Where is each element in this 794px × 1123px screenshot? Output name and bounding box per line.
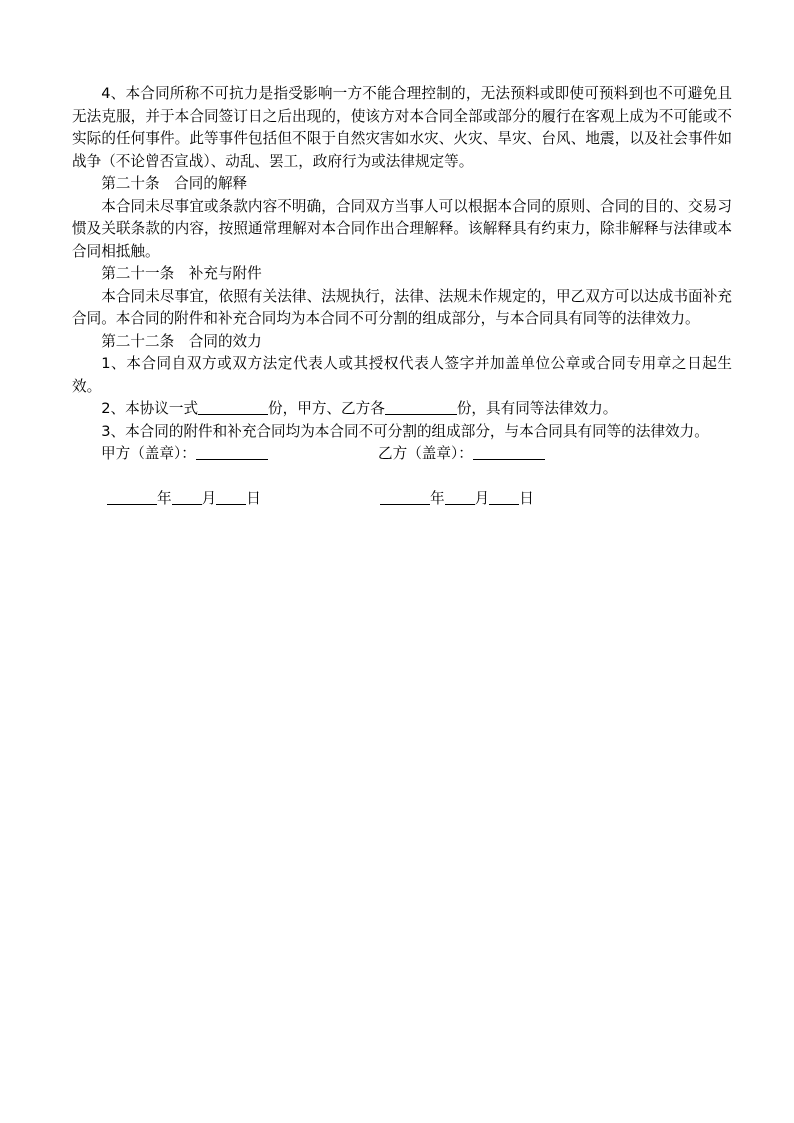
article-20-body: 本合同未尽事宜或条款内容不明确，合同双方当事人可以根据本合同的原则、合同的目的、交易习惯及关联条款的内容，按照通常理解对本合同作出合理解释。该解释具有约束力，除非解释与法律或本合同相抵触。 (72, 197, 732, 260)
article-22-heading (72, 331, 732, 354)
article-20-title: 合同的解释 (174, 175, 248, 192)
party-a-day-blank[interactable] (216, 489, 246, 505)
article-22-number: 第二十二条 (101, 332, 175, 350)
item-2-text-a: 2、本协议一式 (101, 400, 199, 417)
day-label: 日 (246, 489, 261, 507)
item-2-text-c: 份，具有同等法律效力。 (456, 400, 618, 417)
party-b-month-blank[interactable] (445, 489, 475, 505)
year-label: 年 (157, 489, 172, 507)
party-a-month-blank[interactable] (172, 489, 202, 505)
party-b-date (380, 488, 534, 511)
force-majeure-clause-4: 4、本合同所称不可抗力是指受影响一方不能合理控制的，无法预料或即使可预料到也不可避免且无法克服，并于本合同签订日之后出现的，使该方对本合同全部或部分的履行在客观上成为不可能或不实际的任何事件。此等事件包括但不限于自然灾害如水灾、火灾、旱灾、台风、地震，以及社会事件如战争（不论曾否宣战）、动乱、罢工，政府行为或法律规定等。 (72, 85, 732, 170)
contract-page (72, 83, 732, 510)
article-22-item-2 (72, 398, 732, 421)
party-a-seal-blank[interactable] (196, 444, 268, 460)
year-label: 年 (430, 489, 445, 507)
month-label: 月 (474, 489, 490, 507)
article-20-number: 第二十条 (101, 175, 160, 192)
party-a-year-blank[interactable] (107, 489, 157, 505)
article-22-item-1: 1、本合同自双方或双方法定代表人或其授权代表人签字并加盖单位公章或合同专用章之日起生效。 (72, 355, 732, 395)
article-22-title: 合同的效力 (188, 332, 262, 350)
article-21-body: 本合同未尽事宜，依照有关法律、法规执行，法律、法规未作规定的，甲乙双方可以达成书面补充合同。本合同的附件和补充合同均为本合同不可分割的组成部分，与本合同具有同等的法律效力。 (72, 287, 732, 327)
party-b-signature (378, 443, 545, 466)
copies-each-blank[interactable] (385, 399, 457, 415)
article-20-heading (72, 173, 732, 196)
signature-row (72, 443, 732, 466)
party-a-signature (101, 443, 268, 466)
party-b-day-blank[interactable] (489, 489, 519, 505)
day-label: 日 (519, 489, 534, 507)
date-row (72, 488, 732, 511)
party-b-year-blank[interactable] (380, 489, 430, 505)
party-b-seal-blank[interactable] (473, 444, 545, 460)
party-b-label: 乙方（盖章）： (378, 445, 473, 462)
article-21-number: 第二十一条 (101, 265, 175, 282)
month-label: 月 (201, 489, 217, 507)
article-22-item-3: 3、本合同的附件和补充合同均为本合同不可分割的组成部分，与本合同具有同等的法律效力。 (101, 422, 709, 440)
article-21-title: 补充与附件 (188, 265, 262, 282)
party-a-label: 甲方（盖章）： (101, 445, 196, 462)
article-21-heading (72, 263, 732, 286)
party-a-date (107, 488, 261, 511)
copies-total-blank[interactable] (198, 399, 268, 415)
item-2-text-b: 份，甲方、乙方各 (268, 400, 385, 417)
